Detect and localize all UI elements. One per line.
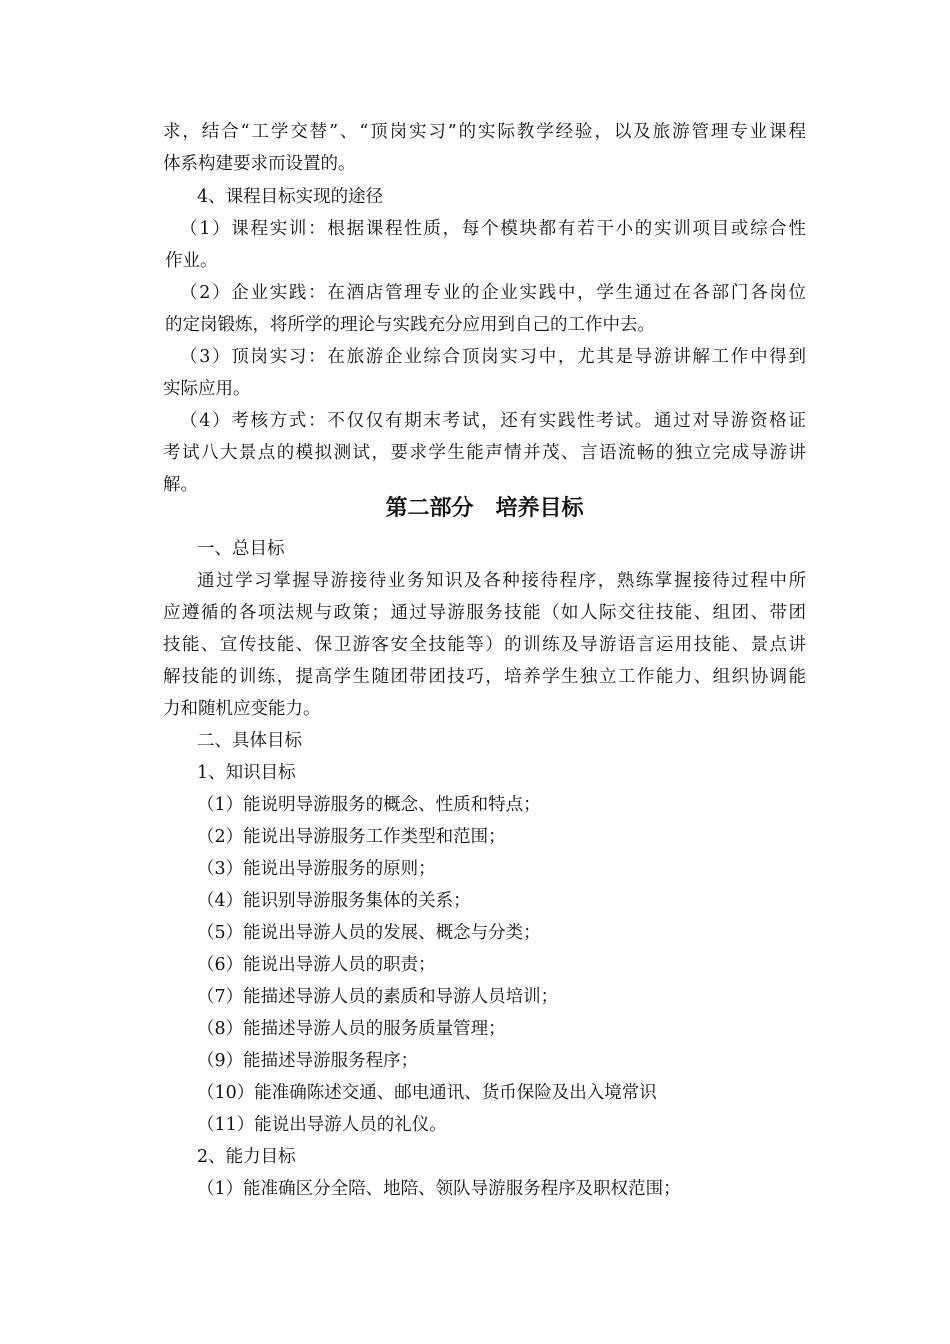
list-item: （2）能说出导游服务工作类型和范围； (197, 827, 506, 847)
part-heading: 第二部分 培养目标 (385, 496, 584, 521)
paragraph-line: 的定岗锻炼，将所学的理论与实践充分应用到自己的工作中去。 (165, 315, 655, 335)
list-item: （1）能准确区分全陪、地陪、领队导游服务程序及职权范围； (197, 1179, 681, 1199)
paragraph-line: （3）顶岗实习：在旅游企业综合顶岗实习中，尤其是导游讲解工作中得到 (180, 347, 806, 367)
list-item: （8）能描述导游人员的服务质量管理； (197, 1019, 506, 1039)
paragraph-line: （4）考核方式：不仅仅有期末考试，还有实践性考试。通过对导游资格证 (180, 411, 806, 431)
list-item: （10）能准确陈述交通、邮电通讯、货币保险及出入境常识 (197, 1083, 657, 1103)
list-item: （3）能说出导游服务的原则； (197, 859, 436, 879)
list-item: （5）能说出导游人员的发展、概念与分类； (197, 923, 541, 943)
paragraph-line: 解技能的训练，提高学生随团带团技巧，培养学生独立工作能力、组织协调能 (163, 667, 806, 687)
list-item: （1）能说明导游服务的概念、性质和特点； (197, 795, 541, 815)
section-subheading: 二、具体目标 (197, 731, 302, 751)
list-item: （7）能描述导游人员的素质和导游人员培训； (197, 987, 559, 1007)
list-item: （6）能说出导游人员的职责； (197, 955, 436, 975)
paragraph-line: 通过学习掌握导游接待业务知识及各种接待程序，熟练掌握接待过程中所 (197, 571, 806, 591)
section-subheading: 1、知识目标 (197, 763, 296, 783)
paragraph-line: 应遵循的各项法规与政策；通过导游服务技能（如人际交往技能、组团、带团 (163, 603, 806, 623)
list-item: （11）能说出导游人员的礼仪。 (197, 1115, 447, 1135)
paragraph-line: 作业。 (165, 251, 218, 271)
paragraph-line: 体系构建要求而设置的。 (163, 154, 356, 174)
paragraph-line: 考试八大景点的模拟测试，要求学生能声情并茂、言语流畅的独立完成导游讲 (163, 443, 806, 463)
paragraph-line: 实际应用。 (163, 379, 251, 399)
list-item: （4）能识别导游服务集体的关系； (197, 891, 471, 911)
paragraph-line: 解。 (163, 475, 198, 495)
section-subheading: 2、能力目标 (197, 1147, 296, 1167)
paragraph-line: 求，结合“工学交替”、“顶岗实习”的实际教学经验，以及旅游管理专业课程 (163, 122, 806, 142)
paragraph-line: 技能、宣传技能、保卫游客安全技能等）的训练及导游语言运用技能、景点讲 (163, 635, 806, 655)
section-subheading: 一、总目标 (197, 539, 285, 559)
list-item: （9）能描述导游服务程序； (197, 1051, 419, 1071)
section-subheading: 4、课程目标实现的途径 (197, 187, 384, 207)
paragraph-line: （2）企业实践：在酒店管理专业的企业实践中，学生通过在各部门各岗位 (180, 283, 806, 303)
paragraph-line: 力和随机应变能力。 (163, 699, 321, 719)
paragraph-line: （1）课程实训：根据课程性质，每个模块都有若干小的实训项目或综合性 (180, 219, 806, 239)
